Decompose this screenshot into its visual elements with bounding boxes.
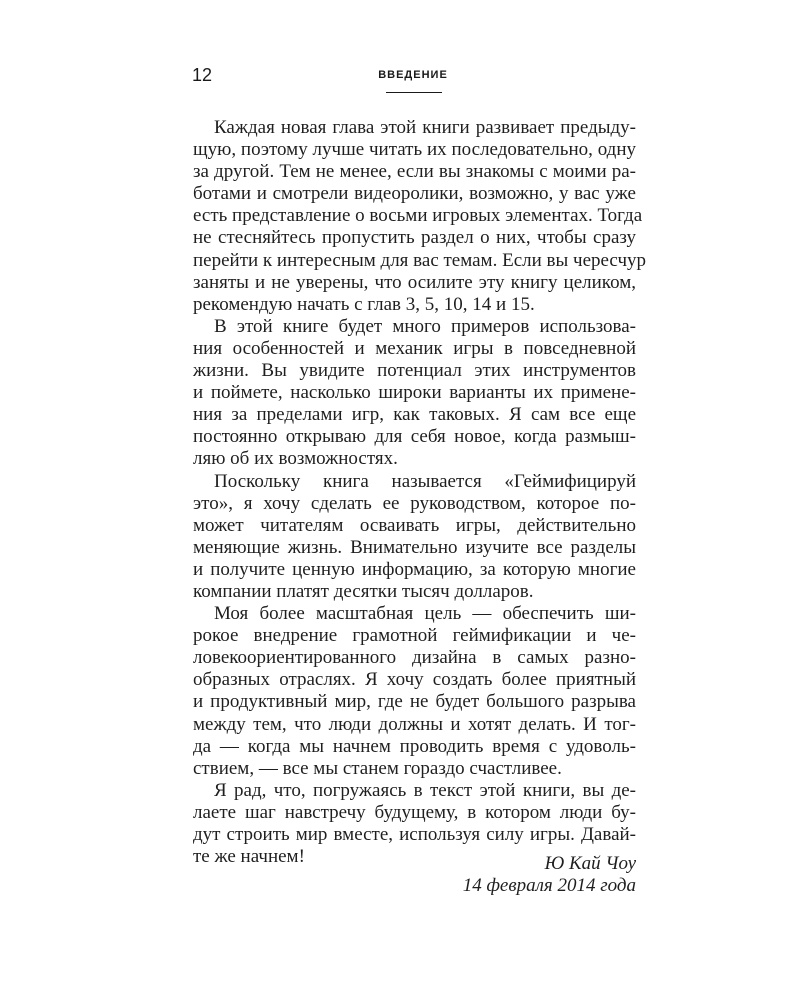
text-line: жизни. Вы увидите потенциал этих инструментов [193, 360, 636, 382]
text-line: ляю об их возможностях. [193, 448, 398, 470]
text-line: и получите ценную информацию, за которую многие [193, 558, 636, 580]
text-line: дут строить мир вместе, используя силу игры. Давай- [193, 824, 636, 845]
running-head-rule [386, 92, 442, 93]
text-line: компании платят десятки тысяч долларов. [193, 580, 534, 602]
body-text [193, 117, 647, 868]
text-line: лаете шаг навстречу будущему, в котором люди бу- [193, 801, 636, 823]
text-line: за другой. Тем не менее, если вы знакомы с моими ра- [193, 161, 636, 183]
running-head: ВВЕДЕНИЕ [378, 69, 448, 81]
text-line: ния за пределами игр, как таковых. Я сам все еще [193, 404, 636, 426]
text-line: ботами и смотрели видеоролики, возможно, у вас уже [193, 183, 636, 205]
text-line: заняты и не уверены, что осилите эту книгу целиком, [193, 271, 636, 293]
text-line: может читателям осваивать игры, действительно [193, 514, 636, 536]
text-line: постоянно открываю для себя новое, когда размыш- [193, 426, 636, 448]
text-line: рокое внедрение грамотной геймификации и че- [193, 625, 636, 647]
text-line: не стесняйтесь пропустить раздел о них, чтобы сразу [193, 227, 636, 249]
text-line: Моя более масштабная цель — обеспечить ши- [214, 603, 636, 625]
text-line: перейти к интересным для вас темам. Если вы чересчур [193, 249, 647, 271]
paragraph [193, 471, 636, 604]
paragraph [193, 117, 647, 316]
text-line: Я рад, что, погружаясь в текст этой книги, вы де- [214, 779, 636, 801]
signature-date: 14 февраля 2014 года [462, 875, 636, 896]
text-line: Поскольку книга называется «Геймифицируй [214, 470, 636, 492]
page-number: 12 [192, 65, 213, 85]
text-line: В этой книге будет много примеров использова- [214, 315, 636, 337]
text-line: и поймете, насколько широки варианты их примене- [193, 382, 636, 404]
text-line: ловекоориентированного дизайна в самых разно- [193, 647, 636, 669]
text-line: Каждая новая глава этой книги развивает предыду- [214, 117, 636, 138]
text-line: те же начнем! [193, 846, 305, 868]
text-line: есть представление о восьми игровых элементах. Тогда [193, 205, 643, 227]
text-line: образных отраслях. Я хочу создать более приятный [193, 669, 636, 691]
text-line: между тем, что люди должны и хотят делать. И тог- [193, 713, 636, 735]
signature-author: Ю Кай Чоу [544, 853, 636, 874]
text-line: ствием, — все мы станем гораздо счастливее. [193, 757, 562, 779]
text-line: рекомендую начать с глав 3, 5, 10, 14 и 15. [193, 293, 535, 315]
text-line: меняющие жизнь. Внимательно изучите все разделы [193, 536, 636, 558]
paragraph [193, 316, 636, 471]
text-line: это», я хочу сделать ее руководством, которое по- [193, 492, 636, 514]
text-line: да — когда мы начнем проводить время с удоволь- [193, 735, 636, 757]
paragraph [193, 603, 636, 780]
text-line: и продуктивный мир, где не будет большого разрыва [193, 691, 636, 713]
text-line: ния особенностей и механик игры в повседневной [193, 337, 636, 359]
text-line: щую, поэтому лучше читать их последовательно, одну [193, 139, 636, 161]
